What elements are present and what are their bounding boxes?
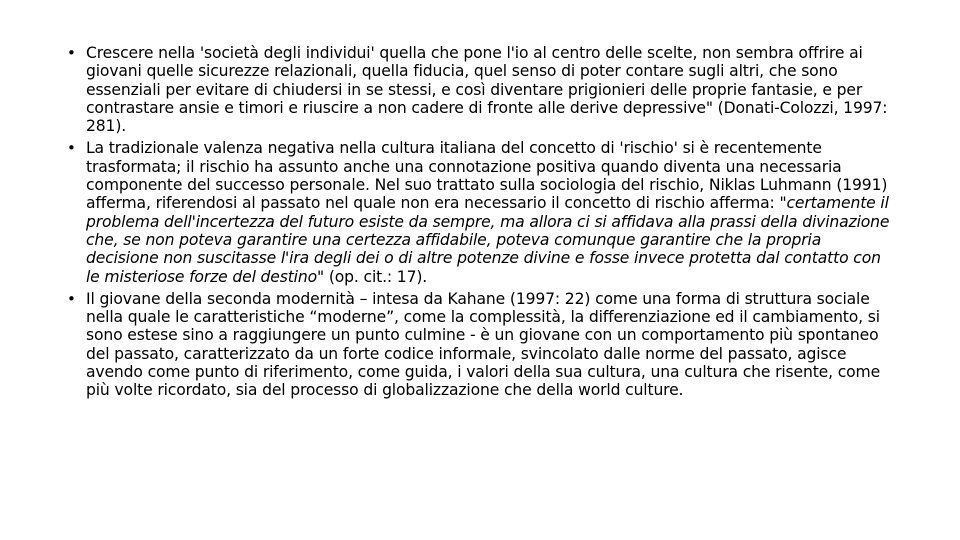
bullet-item-seconda-modernita — [60, 290, 890, 400]
bullet-text: Crescere nella 'società degli individui' quella che pone l'io al centro delle scelte, non sembra offrire ai giovani quelle sicurezze relazionali, quella fiducia, quel senso di poter contare sugli altri, che sono essenziali per evitare di chiudersi in se stessi, e così diventare prigionieri delle proprie fantasie, e per contrastare ansie e timori e riuscire a non cadere di fronte alle derive depressive" (Donati-Colozzi, 1997: 281). — [86, 44, 888, 136]
bullet-icon: • — [67, 289, 76, 308]
bullet-item-individui — [60, 44, 890, 135]
bullet-list — [60, 44, 890, 404]
bullet-item-rischio — [60, 139, 890, 285]
bullet-text: Il giovane della seconda modernità – intesa da Kahane (1997: 22) come una forma di struttura sociale nella quale le caratteristiche “moderne”, come la complessità, la differenziazione ed il cambiamento, si sono estese sino a raggiungere un punto culmine - è un giovane con un comportamento più spontaneo del passato, caratterizzato da un forte codice informale, svincolato dalle norme del passato, agisce avendo come punto di riferimento, come guida, i valori della sua cultura, una cultura che risente, come più volte ricordato, sia del processo di globalizzazione che della world culture. — [86, 289, 881, 400]
bullet-icon: • — [67, 44, 76, 62]
bullet-text-before-quote: La tradizionale valenza negativa nella cultura italiana del concetto di 'rischio' si è recentemente trasformata; il rischio ha assunto anche una connotazione positiva quando diventa una necessaria componente del successo personale. Nel suo trattato sulla sociologia del rischio, Niklas Luhmann (1991) afferma, riferendosi al passato nel quale non era necessario il concetto di rischio afferma: " — [86, 139, 888, 213]
luhmann-quote: certamente il problema dell'incertezza del futuro esiste da sempre, ma allora ci si affidava alla prassi della divinazione che, se non poteva garantire una certezza affidabile, poteva comunque garantire che la propria decisione non suscitasse l'ira degli dei o di altre potenze divine e fosse invece protetta dal contatto con le misteriose forze del destino — [86, 194, 890, 286]
bullet-text-citation: " (op. cit.: 17). — [317, 267, 428, 286]
bullet-icon: • — [67, 139, 76, 158]
